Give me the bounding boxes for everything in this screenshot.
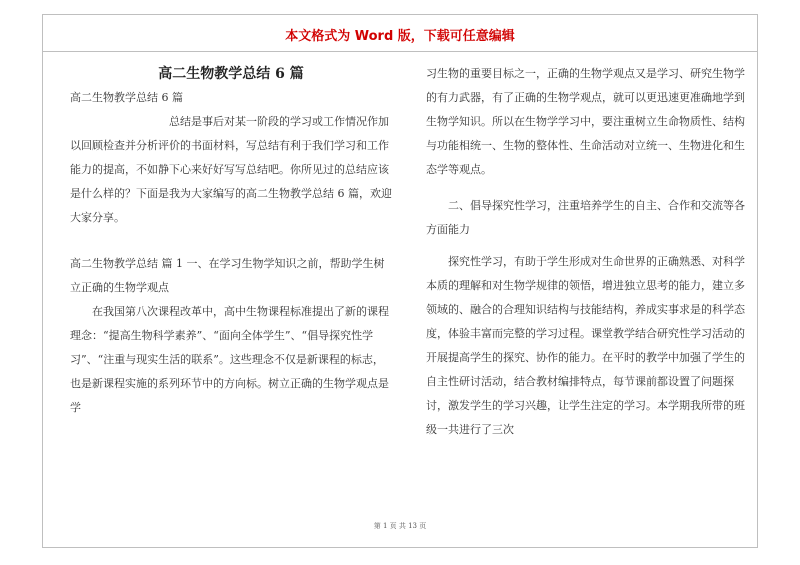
body-paragraph: 在我国第八次课程改革中，高中生物课程标准提出了新的课程理念：“提高生物科学素养”、“面向全体学生”、“倡导探究性学习”、“注重与现实生活的联系”。这些理念不仅是新课程的标志，也是新课程实施的系列环节中的方向标。树立正确的生物学观点是学 bbox=[70, 305, 389, 414]
document-subtitle: 高二生物教学总结 6 篇 bbox=[70, 91, 183, 104]
header-rule bbox=[42, 51, 758, 52]
document-title: 高二生物教学总结 6 篇 bbox=[158, 66, 304, 82]
section-heading-1: 高二生物教学总结 篇 1 一、在学习生物学知识之前，帮助学生树立正确的生物学观点 bbox=[70, 257, 385, 294]
body-paragraph: 探究性学习，有助于学生形成对生命世界的正确熟悉、对科学本质的理解和对生物学规律的领悟，增进独立思考的能力，建立多领域的、融合的合理知识结构与技能结构，养成实事求是的科学态度，体验丰富而完整的学习过程。课堂教学结合研究性学习活动的开展提高学生的探究、协作的能力。在平时的教学中加强了学生的自主性研讨活动，结合教材编排特点，每节课前都设置了问题探讨，激发学生的学习兴趣，让学生注定的学习。本学期我所带的班级一共进行了三次 bbox=[426, 255, 745, 436]
left-column bbox=[70, 62, 392, 420]
word-format-banner: 本文格式为 Word 版，下载可任意编辑 bbox=[285, 29, 515, 44]
section-heading-2: 二、倡导探究性学习，注重培养学生的自主、合作和交流等各方面能力 bbox=[426, 199, 745, 236]
intro-paragraph: 总结是事后对某一阶段的学习或工作情况作加以回顾检查并分析评价的书面材料，写总结有利于我们学习和工作能力的提高，不如静下心来好好写写总结吧。你所见过的总结应该是什么样的？下面是我为大家编写的高二生物教学总结 6 篇，欢迎大家分享。 bbox=[70, 115, 392, 224]
page-number-footer: 第 1 页 共 13 页 bbox=[373, 522, 427, 530]
body-paragraph-continued: 习生物的重要目标之一，正确的生物学观点又是学习、研究生物学的有力武器，有了正确的生物学观点，就可以更迅速更准确地学到生物学知识。所以在生物学学习中，要注重树立生命物质性、结构与功能相统一、生物的整体性、生命活动对立统一、生物进化和生态学等观点。 bbox=[426, 67, 745, 176]
right-column bbox=[426, 62, 748, 442]
spacer bbox=[70, 230, 392, 252]
